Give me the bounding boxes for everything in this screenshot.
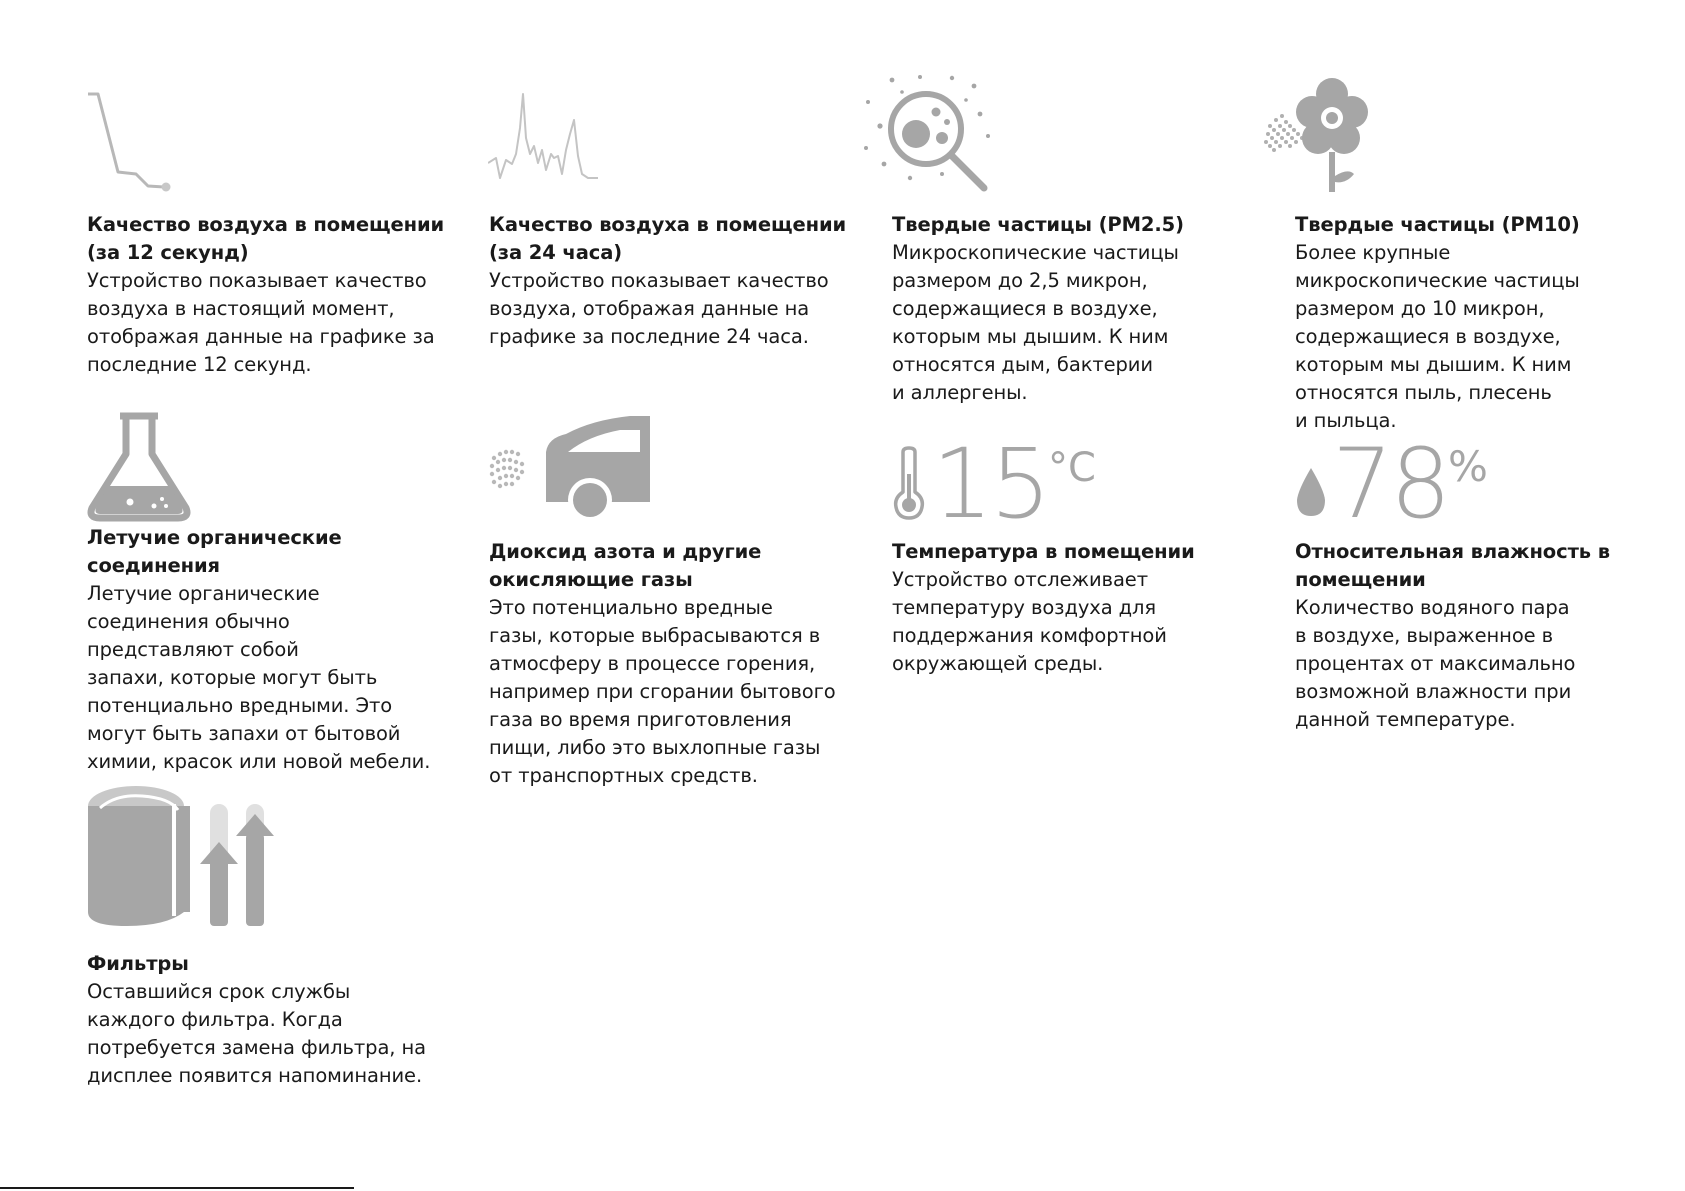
feature-desc-filters: Оставшийся срок службы каждого фильтра. Когда потребуется замена фильтра, на дисплее появится напоминание. <box>87 980 426 1087</box>
feature-title-temperature: Температура в помещении <box>892 540 1195 563</box>
feature-title-no2: Диоксид азота и другие окисляющие газы <box>489 540 762 591</box>
feature-title-pm10: Твердые частицы (PM10) <box>1295 213 1580 236</box>
thermometer-icon <box>890 446 930 520</box>
feature-desc-temperature: Устройство отслеживает температуру воздуха для поддержания комфортной окружающей среды. <box>892 568 1167 675</box>
car-exhaust-icon <box>488 412 653 522</box>
feature-desc-pm25: Микроскопические частицы размером до 2,5 микрон, содержащиеся в воздухе, которым мы дышим. К ним относятся дым, бактерии и аллергены. <box>892 241 1179 404</box>
humidity-unit: % <box>1448 442 1488 491</box>
flask-icon <box>86 412 192 522</box>
feature-title-pm25: Твердые частицы (PM2.5) <box>892 213 1184 236</box>
air-quality-12s-graph-icon <box>84 88 174 193</box>
flower-pollen-icon <box>1262 76 1372 194</box>
filters-icon <box>86 784 276 928</box>
air-quality-24h-graph-icon <box>488 88 603 193</box>
feature-title-filters: Фильтры <box>87 952 189 975</box>
feature-title-air-quality-12s: Качество воздуха в помещении (за 12 секунд) <box>87 213 445 264</box>
feature-title-humidity: Относительная влажность в помещении <box>1295 540 1610 591</box>
feature-desc-air-quality-12s: Устройство показывает качество воздуха в настоящий момент, отображая данные на графике за последние 12 секунд. <box>87 269 435 376</box>
feature-desc-pm10: Более крупные микроскопические частицы размером до 10 микрон, содержащиеся в воздухе, которым мы дышим. К ним относятся пыль, плесень и пыльца. <box>1295 241 1580 432</box>
feature-desc-no2: Это потенциально вредные газы, которые выбрасываются в атмосферу в процессе горения, например при сгорании бытового газа во время приготовления пищи, либо это выхлопные газы от транспортных средств. <box>489 596 836 787</box>
feature-desc-air-quality-24h: Устройство показывает качество воздуха, отображая данные на графике за последние 24 часа. <box>489 269 829 348</box>
magnifier-particles-icon <box>862 74 1002 199</box>
feature-title-voc: Летучие органические соединения <box>87 526 342 577</box>
temperature-value: 15 <box>932 428 1049 540</box>
feature-desc-voc: Летучие органические соединения обычно представляют собой запахи, которые могут быть потенциально вредными. Это могут быть запахи от бытовой химии, красок или новой мебели. <box>87 582 431 773</box>
temperature-unit: °C <box>1048 445 1096 491</box>
feature-desc-humidity: Количество водяного пара в воздухе, выраженное в процентах от максимально возможной влажности при данной температуре. <box>1295 596 1576 731</box>
water-drop-icon <box>1294 466 1328 518</box>
footer-rule <box>0 1187 354 1189</box>
feature-title-air-quality-24h: Качество воздуха в помещении (за 24 часа) <box>489 213 847 264</box>
humidity-value: 78 <box>1332 428 1449 540</box>
